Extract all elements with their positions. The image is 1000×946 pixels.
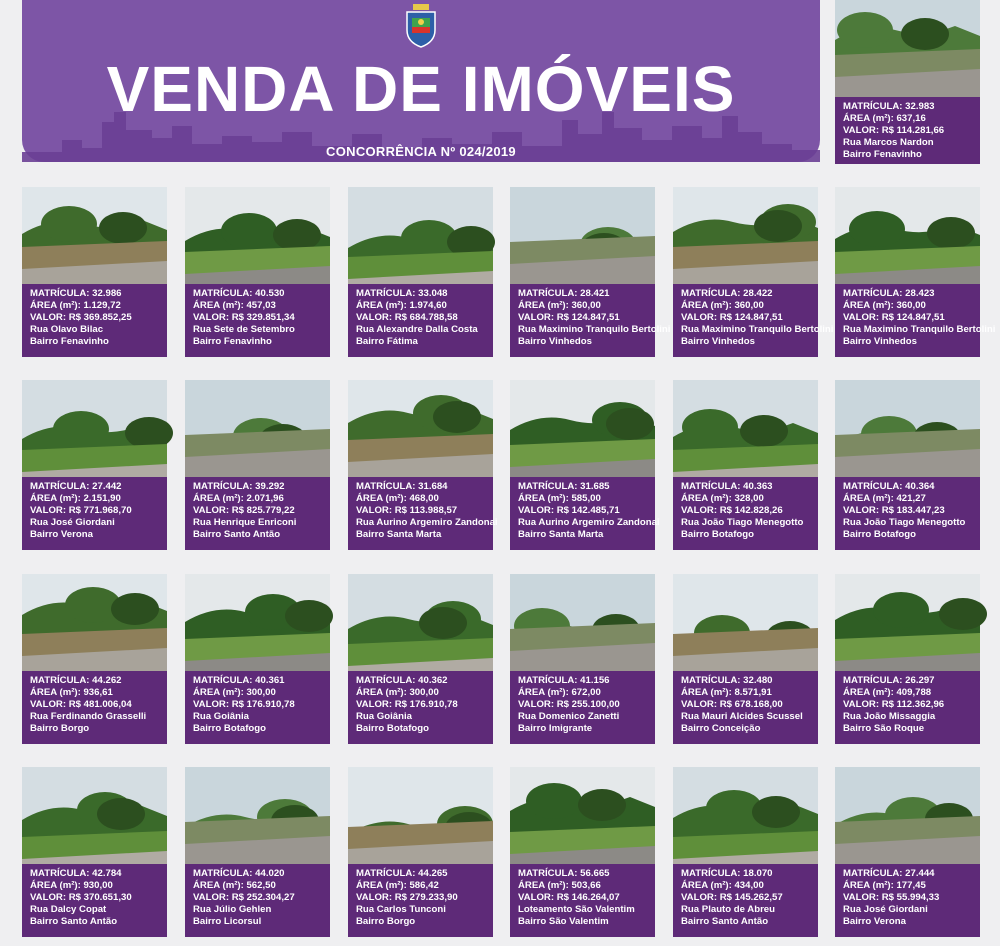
street-line: Rua Plauto de Abreu (681, 904, 775, 916)
valor-line: VALOR: R$ 183.447,23 (843, 505, 945, 517)
street-line: Rua José Giordani (30, 517, 115, 529)
area-line: ÁREA (m²): 2.071,96 (193, 493, 284, 505)
street-line: Rua Dalcy Copat (30, 904, 107, 916)
property-card[interactable] (348, 574, 493, 744)
street-line: Rua Maximino Tranquilo Bertolini (681, 324, 834, 336)
area-line: ÁREA (m²): 562,50 (193, 880, 276, 892)
property-photo (348, 767, 493, 864)
neighborhood-line: Bairro Vinhedos (843, 336, 917, 348)
matricula-line: MATRÍCULA: 44.262 (30, 675, 122, 686)
property-photo (185, 767, 330, 864)
area-line: ÁREA (m²): 360,00 (681, 300, 764, 312)
area-line: ÁREA (m²): 585,00 (518, 493, 601, 505)
street-line: Rua Mauri Alcides Scussel (681, 711, 803, 723)
property-card[interactable] (22, 574, 167, 744)
property-card[interactable] (510, 380, 660, 550)
property-info (673, 477, 818, 550)
property-photo (510, 380, 655, 477)
property-info (835, 97, 980, 164)
neighborhood-line: Bairro Botafogo (681, 529, 755, 541)
street-line: Rua Júlio Gehlen (193, 904, 272, 916)
street-line: Rua José Giordani (843, 904, 928, 916)
street-line: Rua Sete de Setembro (193, 324, 295, 336)
street-line: Rua Ferdinando Grasselli (30, 711, 147, 723)
property-photo (22, 380, 167, 477)
valor-line: VALOR: R$ 142.485,71 (518, 505, 620, 517)
property-card[interactable] (835, 767, 980, 937)
property-photo (22, 767, 167, 864)
area-line: ÁREA (m²): 409,788 (843, 687, 932, 699)
street-line: Rua Goiânia (356, 711, 412, 723)
matricula-line: MATRÍCULA: 31.685 (518, 481, 610, 492)
neighborhood-line: Bairro São Valentim (518, 916, 609, 928)
property-photo (835, 574, 980, 671)
property-photo (185, 380, 330, 477)
valor-line: VALOR: R$ 825.779,22 (193, 505, 295, 517)
street-line: Rua João Missaggia (843, 711, 936, 723)
property-info (185, 477, 330, 550)
valor-line: VALOR: R$ 684.788,58 (356, 312, 458, 324)
street-line: Rua Olavo Bilac (30, 324, 104, 336)
neighborhood-line: Bairro Imigrante (518, 723, 593, 735)
header-banner (22, 0, 820, 162)
property-card[interactable] (348, 767, 493, 937)
property-card[interactable] (835, 187, 996, 357)
matricula-line: MATRÍCULA: 27.442 (30, 481, 122, 492)
valor-line: VALOR: R$ 124.847,51 (843, 312, 945, 324)
property-info (510, 864, 655, 937)
area-line: ÁREA (m²): 936,61 (30, 687, 113, 699)
area-line: ÁREA (m²): 434,00 (681, 880, 764, 892)
street-line: Rua Goiânia (193, 711, 249, 723)
valor-line: VALOR: R$ 481.006,04 (30, 699, 132, 711)
neighborhood-line: Bairro Vinhedos (681, 336, 755, 348)
property-info (185, 284, 330, 357)
street-line: Loteamento São Valentim (518, 904, 635, 916)
valor-line: VALOR: R$ 176.910,78 (356, 699, 458, 711)
property-info (673, 284, 834, 357)
neighborhood-line: Bairro Verona (843, 916, 906, 928)
street-line: Rua Marcos Nardon (843, 137, 934, 149)
matricula-line: MATRÍCULA: 31.684 (356, 481, 448, 492)
neighborhood-line: Bairro Santo Antão (30, 916, 118, 928)
area-line: ÁREA (m²): 421,27 (843, 493, 926, 505)
matricula-line: MATRÍCULA: 39.292 (193, 481, 285, 492)
property-info (348, 864, 493, 937)
area-line: ÁREA (m²): 2.151,90 (30, 493, 121, 505)
property-info (835, 477, 980, 550)
property-photo (835, 767, 980, 864)
coat-of-arms-icon (404, 4, 438, 48)
matricula-line: MATRÍCULA: 40.364 (843, 481, 935, 492)
neighborhood-line: Bairro Botafogo (843, 529, 917, 541)
property-photo (510, 767, 655, 864)
area-line: ÁREA (m²): 360,00 (843, 300, 926, 312)
neighborhood-line: Bairro Borgo (30, 723, 90, 735)
street-line: Rua João Tiago Menegotto (843, 517, 966, 529)
property-info (22, 671, 167, 744)
property-info (673, 671, 818, 744)
property-card[interactable] (510, 574, 655, 744)
property-card[interactable] (348, 380, 498, 550)
area-line: ÁREA (m²): 457,03 (193, 300, 276, 312)
property-info (835, 671, 980, 744)
page-title: VENDA DE IMÓVEIS (106, 53, 736, 125)
valor-line: VALOR: R$ 146.264,07 (518, 892, 620, 904)
street-line: Rua Aurino Argemiro Zandonai (518, 517, 660, 529)
area-line: ÁREA (m²): 637,16 (843, 113, 926, 125)
property-photo (835, 187, 980, 284)
property-info (510, 477, 660, 550)
neighborhood-line: Bairro Conceição (681, 723, 761, 735)
matricula-line: MATRÍCULA: 44.020 (193, 868, 285, 879)
area-line: ÁREA (m²): 360,00 (518, 300, 601, 312)
valor-line: VALOR: R$ 112.362,96 (843, 699, 945, 711)
property-photo (835, 0, 980, 97)
property-card[interactable] (185, 574, 330, 744)
matricula-line: MATRÍCULA: 44.265 (356, 868, 448, 879)
property-info (510, 671, 655, 744)
area-line: ÁREA (m²): 1.129,72 (30, 300, 121, 312)
property-card[interactable] (348, 187, 493, 357)
matricula-line: MATRÍCULA: 40.361 (193, 675, 285, 686)
street-line: Rua Alexandre Dalla Costa (356, 324, 478, 336)
property-info (835, 284, 996, 357)
property-info (348, 477, 498, 550)
street-line: Rua Henrique Enriconi (193, 517, 297, 529)
area-line: ÁREA (m²): 177,45 (843, 880, 926, 892)
valor-line: VALOR: R$ 369.852,25 (30, 312, 132, 324)
neighborhood-line: Bairro Botafogo (193, 723, 267, 735)
property-photo (22, 187, 167, 284)
property-card[interactable] (673, 187, 834, 357)
matricula-line: MATRÍCULA: 40.363 (681, 481, 773, 492)
valor-line: VALOR: R$ 252.304,27 (193, 892, 295, 904)
property-card[interactable] (835, 574, 980, 744)
property-info (22, 284, 167, 357)
property-photo (348, 187, 493, 284)
property-photo (348, 380, 493, 477)
matricula-line: MATRÍCULA: 33.048 (356, 288, 448, 299)
property-info (673, 864, 818, 937)
valor-line: VALOR: R$ 124.847,51 (681, 312, 783, 324)
property-card[interactable] (835, 380, 980, 550)
matricula-line: MATRÍCULA: 32.480 (681, 675, 773, 686)
neighborhood-line: Bairro Fenavinho (193, 336, 272, 348)
matricula-line: MATRÍCULA: 40.530 (193, 288, 285, 299)
property-photo (673, 574, 818, 671)
valor-line: VALOR: R$ 255.100,00 (518, 699, 620, 711)
area-line: ÁREA (m²): 468,00 (356, 493, 439, 505)
matricula-line: MATRÍCULA: 32.986 (30, 288, 122, 299)
property-card[interactable] (510, 187, 671, 357)
property-card[interactable] (835, 0, 980, 164)
valor-line: VALOR: R$ 176.910,78 (193, 699, 295, 711)
matricula-line: MATRÍCULA: 28.422 (681, 288, 773, 299)
area-line: ÁREA (m²): 586,42 (356, 880, 439, 892)
neighborhood-line: Bairro Licorsul (193, 916, 262, 928)
neighborhood-line: Bairro Vinhedos (518, 336, 592, 348)
area-line: ÁREA (m²): 1.974,60 (356, 300, 447, 312)
property-card[interactable] (673, 767, 818, 937)
street-line: Rua Maximino Tranquilo Bertolini (518, 324, 671, 336)
matricula-line: MATRÍCULA: 40.362 (356, 675, 448, 686)
neighborhood-line: Bairro Botafogo (356, 723, 430, 735)
area-line: ÁREA (m²): 672,00 (518, 687, 601, 699)
valor-line: VALOR: R$ 113.988,57 (356, 505, 458, 517)
valor-line: VALOR: R$ 678.168,00 (681, 699, 783, 711)
property-photo (835, 380, 980, 477)
neighborhood-line: Bairro Verona (30, 529, 93, 541)
valor-line: VALOR: R$ 279.233,90 (356, 892, 458, 904)
area-line: ÁREA (m²): 503,66 (518, 880, 601, 892)
property-photo (510, 187, 655, 284)
area-line: ÁREA (m²): 328,00 (681, 493, 764, 505)
property-card[interactable] (185, 380, 330, 550)
matricula-line: MATRÍCULA: 18.070 (681, 868, 773, 879)
street-line: Rua Domenico Zanetti (518, 711, 620, 723)
neighborhood-line: Bairro São Roque (843, 723, 925, 735)
street-line: Rua Maximino Tranquilo Bertolini (843, 324, 996, 336)
property-info (22, 477, 167, 550)
property-info (835, 864, 980, 937)
tender-number: CONCORRÊNCIA Nº 024/2019 (326, 144, 516, 159)
valor-line: VALOR: R$ 114.281,66 (843, 125, 945, 137)
valor-line: VALOR: R$ 55.994,33 (843, 892, 940, 904)
neighborhood-line: Bairro Fenavinho (843, 149, 922, 161)
matricula-line: MATRÍCULA: 27.444 (843, 868, 935, 879)
matricula-line: MATRÍCULA: 41.156 (518, 675, 610, 686)
valor-line: VALOR: R$ 329.851,34 (193, 312, 295, 324)
property-photo (673, 767, 818, 864)
valor-line: VALOR: R$ 145.262,57 (681, 892, 783, 904)
matricula-line: MATRÍCULA: 42.784 (30, 868, 122, 879)
matricula-line: MATRÍCULA: 32.983 (843, 101, 935, 112)
property-info (185, 671, 330, 744)
property-info (185, 864, 330, 937)
street-line: Rua João Tiago Menegotto (681, 517, 804, 529)
valor-line: VALOR: R$ 771.968,70 (30, 505, 132, 517)
property-card[interactable] (673, 574, 818, 744)
neighborhood-line: Bairro Santa Marta (518, 529, 604, 541)
matricula-line: MATRÍCULA: 56.665 (518, 868, 610, 879)
property-card[interactable] (22, 767, 167, 937)
valor-line: VALOR: R$ 142.828,26 (681, 505, 783, 517)
property-card[interactable] (185, 767, 330, 937)
neighborhood-line: Bairro Santo Antão (681, 916, 769, 928)
area-line: ÁREA (m²): 8.571,91 (681, 687, 772, 699)
street-line: Rua Aurino Argemiro Zandonai (356, 517, 498, 529)
property-photo (185, 574, 330, 671)
property-info (510, 284, 671, 357)
property-card[interactable] (22, 187, 167, 357)
property-card[interactable] (510, 767, 655, 937)
matricula-line: MATRÍCULA: 26.297 (843, 675, 935, 686)
neighborhood-line: Bairro Fenavinho (30, 336, 109, 348)
area-line: ÁREA (m²): 300,00 (193, 687, 276, 699)
neighborhood-line: Bairro Santa Marta (356, 529, 442, 541)
property-photo (673, 380, 818, 477)
property-card[interactable] (673, 380, 818, 550)
property-photo (673, 187, 818, 284)
property-info (22, 864, 167, 937)
property-photo (185, 187, 330, 284)
property-card[interactable] (22, 380, 167, 550)
neighborhood-line: Bairro Fátima (356, 336, 418, 348)
property-info (348, 284, 493, 357)
valor-line: VALOR: R$ 370.651,30 (30, 892, 132, 904)
property-photo (510, 574, 655, 671)
matricula-line: MATRÍCULA: 28.421 (518, 288, 610, 299)
neighborhood-line: Bairro Santo Antão (193, 529, 281, 541)
area-line: ÁREA (m²): 300,00 (356, 687, 439, 699)
property-card[interactable] (185, 187, 330, 357)
neighborhood-line: Bairro Borgo (356, 916, 416, 928)
valor-line: VALOR: R$ 124.847,51 (518, 312, 620, 324)
area-line: ÁREA (m²): 930,00 (30, 880, 113, 892)
property-photo (348, 574, 493, 671)
matricula-line: MATRÍCULA: 28.423 (843, 288, 935, 299)
property-photo (22, 574, 167, 671)
property-info (348, 671, 493, 744)
street-line: Rua Carlos Tunconi (356, 904, 446, 916)
